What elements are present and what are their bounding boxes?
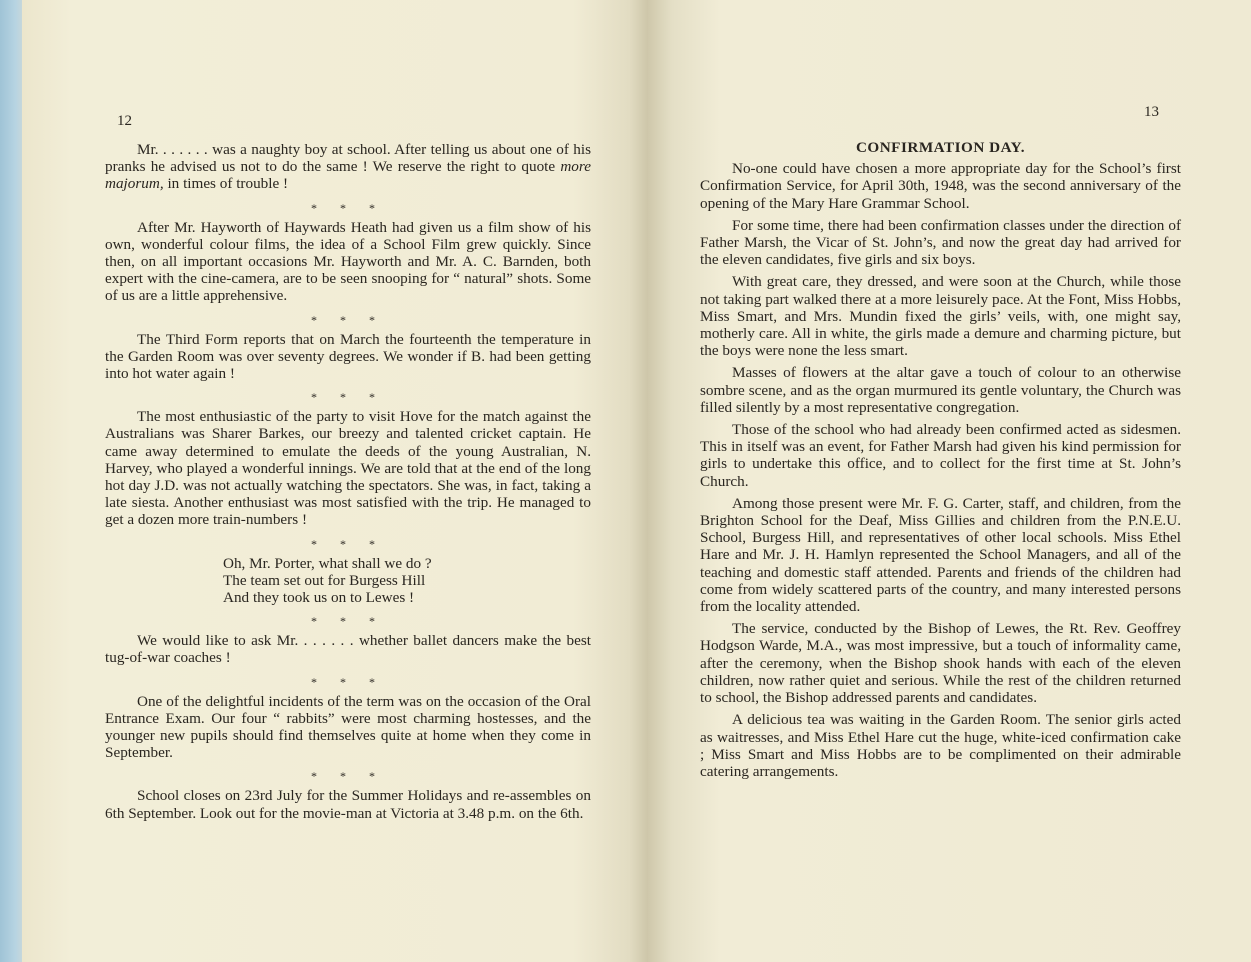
verse-line: The team set out for Burgess Hill [223, 571, 426, 589]
separator-stars: * * * [311, 674, 385, 689]
separator-stars: * * * [311, 312, 385, 327]
paragraph: Those of the school who had already been confirmed acted as sidesmen. This in itself was an event, for Father Marsh had given his kind permission for girls to undertake this office, and to collect for the first time at St. John’s Church. [700, 421, 1181, 490]
separator-stars: * * * [311, 614, 385, 629]
paragraph-entrance-exam: One of the delightful incidents of the term was on the occasion of the Oral Entrance Exam. Our four “ rabbits” were most charming hostesses, and the younger new pupils should find themselves quite at home when they come in September. [105, 692, 591, 762]
paragraph: A delicious tea was waiting in the Garden Room. The senior girls acted as waitresses, and Miss Ethel Hare cut the huge, white-iced confirmation cake ; Miss Smart and Miss Hobbs are to be complimented on their admirable catering arrangements. [700, 711, 1181, 780]
separator-stars: * * * [311, 200, 385, 215]
verse-mr-porter [223, 555, 591, 607]
separator-stars: * * * [311, 390, 385, 405]
paragraph-third-form: The Third Form reports that on March the fourteenth the temperature in the Garden Room was over seventy degrees. We wonder if B. had been getting into hot water again ! [105, 330, 591, 383]
verse-line: Oh, Mr. Porter, what shall we do ? [223, 554, 432, 572]
paragraph-cricket-match: The most enthusiastic of the party to visit Hove for the match against the Australians was Sharer Barkes, our breezy and talented cricket captain. He came away determined to emulate the deeds of the young Australian, N. Harvey, who played a wonderful innings. We are told that at the end of the long hot day J.D. was not actually watching the spectators. She was, in fact, taking a late siesta. Another enthusiast was most satisfied with the trip. He managed to get a dozen more train-numbers ! [105, 408, 591, 529]
left-column [105, 141, 591, 822]
page-number-right: 13 [1144, 104, 1159, 120]
right-column [700, 139, 1181, 785]
paragraph: The service, conducted by the Bishop of Lewes, the Rt. Rev. Geoffrey Hodgson Warde, M.A., was most impressive, but a touch of informality came, after the ceremony, when the Bishop shook hands with each of the eleven children, now rather quiet and serious. While the rest of the children returned to school, the Bishop addressed parents and candidates. [700, 620, 1181, 707]
paragraph: For some time, there had been confirmation classes under the direction of Father Marsh, the Vicar of St. John’s, and now the great day had arrived for the eleven candidates, five girls and six boys. [700, 216, 1181, 269]
paragraph: No-one could have chosen a more appropriate day for the School’s first Confirmation Service, for April 30th, 1948, was the second anniversary of the opening of the Mary Hare Grammar School. [700, 160, 1181, 212]
paragraph-school-film: After Mr. Hayworth of Haywards Heath had given us a film show of his own, wonderful colour films, the idea of a School Film grew quickly. Since then, on all important occasions Mr. Hayworth and Mr. A. C. Barnden, both expert with the cine-camera, are to be seen snooping for “ natural” shots. Some of us are a little apprehensive. [105, 218, 591, 305]
page-number-left: 12 [117, 113, 132, 129]
article-heading: CONFIRMATION DAY. [855, 139, 1026, 156]
separator-stars: * * * [311, 769, 385, 784]
paragraph: Among those present were Mr. F. G. Carter, staff, and children, from the Brighton School for the Deaf, Miss Gillies and children from the P.N.E.U. School, Burgess Hill, and representatives of other local schools. Miss Ethel Hare and Mr. J. H. Hamlyn represented the School Managers, and all of the teaching and domestic staff attended. Parents and friends of the children had come from widely scattered parts of the country, and many interested persons from the locality attended. [700, 494, 1181, 616]
paragraph: With great care, they dressed, and were soon at the Church, while those not taking part walked there at a more leisurely pace. At the Font, Miss Hobbs, Miss Smart, and Mrs. Mundin fixed the girls’ veils, with, one might say, motherly care. All in white, the girls made a demure and charming picture, but the boys were none the less smart. [700, 273, 1181, 360]
right-page [648, 0, 1251, 962]
verse-line: And they took us on to Lewes ! [223, 589, 415, 607]
left-page [22, 0, 648, 962]
paragraph-naughty-boy: Mr. . . . . . . was a naughty boy at school. After telling us about one of his pranks he advised us not to do the same ! We reserve the right to quote more majorum, in times of trouble ! [105, 141, 591, 193]
separator-stars: * * * [311, 536, 385, 551]
paragraph: Masses of flowers at the altar gave a touch of colour to an otherwise sombre scene, and as the organ murmured its gentle voluntary, the Church was filled silently by a most representative congregation. [700, 364, 1181, 416]
paragraph-ballet-dancers: We would like to ask Mr. . . . . . . whether ballet dancers make the best tug-of-war coaches ! [105, 632, 591, 667]
paragraph-school-closes: School closes on 23rd July for the Summer Holidays and re-assembles on 6th September. Look out for the movie-man at Victoria at 3.48 p.m. on the 6th. [105, 787, 591, 822]
